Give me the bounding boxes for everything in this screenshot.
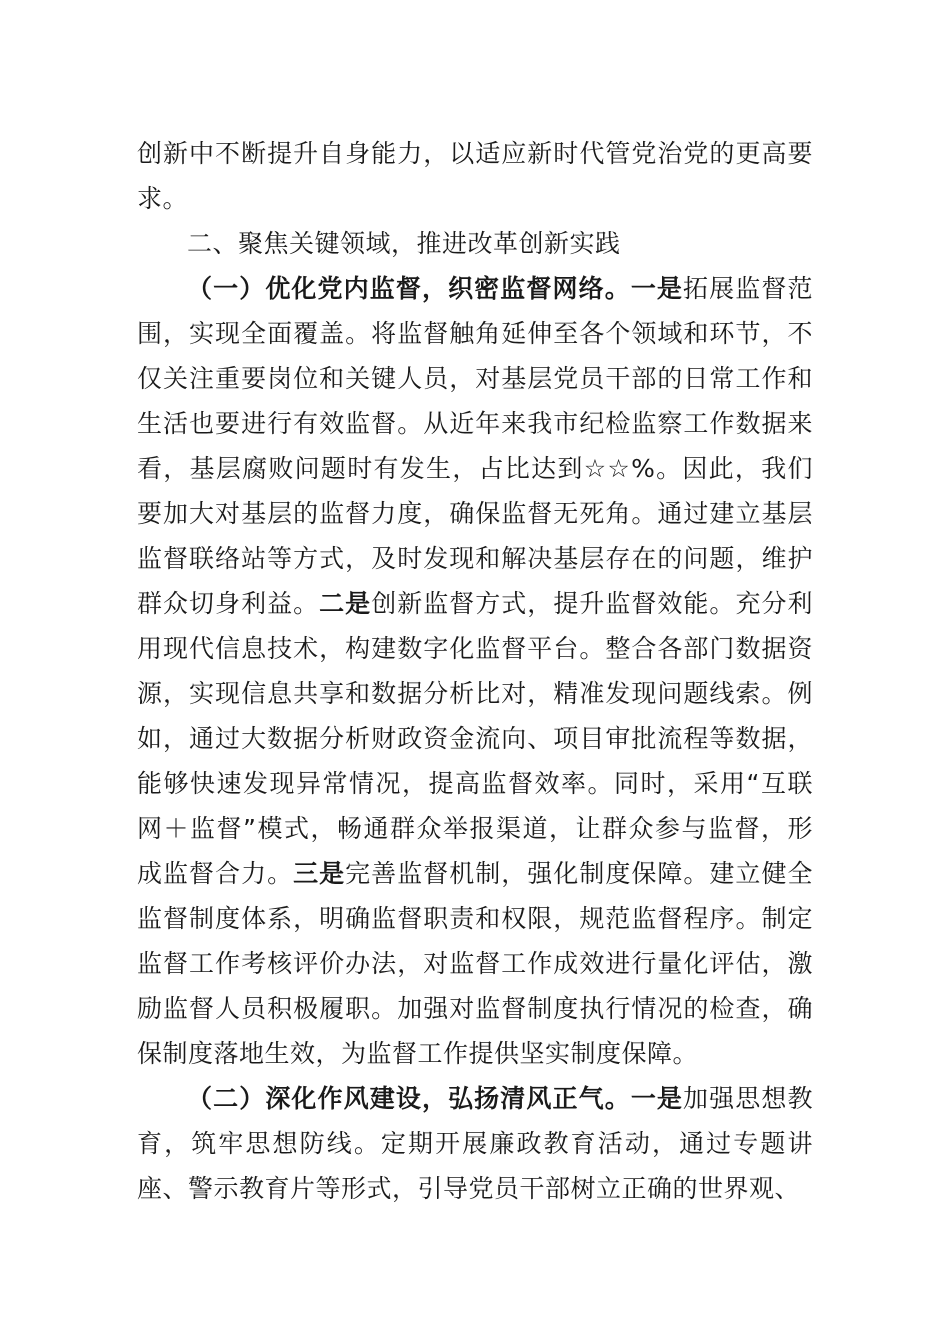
point-2-text: 创新监督方式，提升监督效能。充分利用现代信息技术，构建数字化监督平台。整合各部门数据资源，实现信息共享和数据分析比对，精准发现问题线索。例如，通过大数据分析财政资金流向、项目审批流程等数据，能够快速发现异常情况，提高监督效率。同时，采用“互联网＋监督”模式，畅通群众举报渠道，让群众参与监督，形成监督合力。 — [137, 589, 813, 888]
paragraph-continuation — [137, 131, 813, 221]
point-3-lead: 三是 — [293, 859, 346, 888]
point-1-text: 拓展监督范围，实现全面覆盖。将监督触角延伸至各个领域和环节，不仅关注重要岗位和关键人员，对基层党员干部的日常工作和生活也要进行有效监督。从近年来我市纪检监察工作数据来看，基层腐败问题时有发生，占比达到☆☆%。因此，我们要加大对基层的监督力度，确保监督无死角。通过建立基层监督联络站等方式，及时发现和解决基层存在的问题，维护群众切身利益。 — [137, 274, 813, 618]
paragraph-text: 创新中不断提升自身能力，以适应新时代管党治党的更高要求。 — [137, 139, 813, 213]
subsection-1-paragraph — [137, 266, 813, 1076]
subsection-2-point-1-text: 加强思想教育，筑牢思想防线。定期开展廉政教育活动，通过专题讲座、警示教育片等形式，引导党员干部树立正确的世界观、 — [137, 1084, 813, 1203]
section-heading-text: 二、聚焦关键领域，推进改革创新实践 — [187, 229, 621, 258]
section-heading — [137, 221, 813, 266]
document-body — [137, 131, 813, 1211]
point-2-lead: 二是 — [319, 589, 372, 618]
subsection-2-paragraph — [137, 1076, 813, 1211]
subsection-2-point-1-lead: 一是 — [630, 1084, 684, 1113]
point-1-lead: 一是 — [630, 274, 684, 303]
subsection-2-title: （二）深化作风建设，弘扬清风正气。 — [187, 1084, 631, 1113]
subsection-1-title: （一）优化党内监督，织密监督网络。 — [187, 274, 631, 303]
point-3-text: 完善监督机制，强化制度保障。建立健全监督制度体系，明确监督职责和权限，规范监督程序。制定监督工作考核评价办法，对监督工作成效进行量化评估，激励监督人员积极履职。加强对监督制度执行情况的检查，确保制度落地生效，为监督工作提供坚实制度保障。 — [137, 859, 813, 1068]
